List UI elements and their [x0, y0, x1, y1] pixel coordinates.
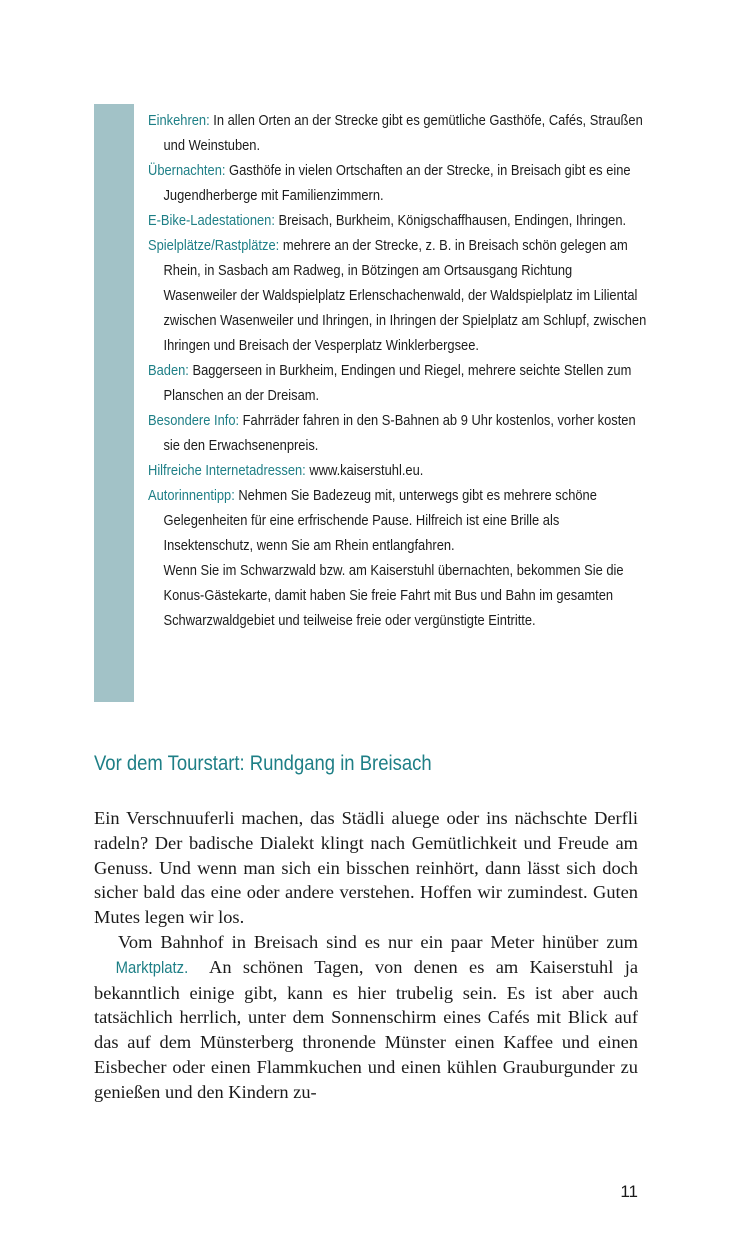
info-entry-autorinnentipp	[148, 483, 647, 633]
info-entry-uebernachten	[148, 158, 647, 208]
paragraph	[94, 930, 638, 1105]
info-entry-label: Baden:	[148, 362, 189, 379]
info-entry-spielplaetze	[148, 233, 647, 358]
info-entry-text: Breisach, Burkheim, Königschaffhausen, Endingen, Ihringen.	[278, 212, 627, 229]
info-entry-text: In allen Orten an der Strecke gibt es gemütliche Gasthöfe, Cafés, Straußen und Weinstuben.	[163, 112, 643, 154]
info-entry-text: Fahrräder fahren in den S-Bahnen ab 9 Uhr kostenlos, vorher kosten sie den Erwachsenenpreis.	[163, 412, 636, 454]
info-entry-link[interactable]: www.kaiserstuhl.eu.	[309, 462, 424, 479]
info-entry-label: Autorinnentipp:	[148, 487, 235, 504]
info-entry-internetadressen	[148, 458, 647, 483]
info-entry-label: Spielplätze/Rastplätze:	[148, 237, 280, 254]
info-entry-text: Nehmen Sie Badezeug mit, unterwegs gibt es mehrere schöne Gelegenheiten für eine erfrischende Pause. Hilfreich ist eine Brille als Insektenschutz, wenn Sie am Rhein entlangfahren.	[163, 487, 597, 554]
paragraph-text: Vom Bahnhof in Breisach sind es nur ein paar Meter hinüber zum	[118, 931, 638, 952]
info-entry-continuation: Wenn Sie im Schwarzwald bzw. am Kaiserstuhl übernachten, bekommen Sie die Konus-Gästekarte, damit haben Sie freie Fahrt mit Bus und Bahn im gesamten Schwarzwaldgebiet und teilweise freie oder vergünstigte Eintritte.	[163, 562, 624, 629]
info-box	[94, 104, 654, 702]
info-entry-einkehren	[148, 108, 647, 158]
section-title: Vor dem Tourstart: Rundgang in Breisach	[94, 752, 432, 775]
info-entry-label: Hilfreiche Internetadressen:	[148, 462, 306, 479]
info-entry-label: Einkehren:	[148, 112, 210, 129]
info-entry-text: Gasthöfe in vielen Ortschaften an der Strecke, in Breisach gibt es eine Jugendherberge mit Familienzimmern.	[163, 162, 631, 204]
place-term-marktplatz: Marktplatz.	[115, 958, 189, 977]
info-box-sidebar	[94, 104, 134, 702]
info-entry-label: E-Bike-Ladestationen:	[148, 212, 275, 229]
info-entry-text: mehrere an der Strecke, z. B. in Breisach schön gelegen am Rhein, in Sasbach am Radweg, in Bötzingen am Ortsausgang Richtung Wasenweiler der Waldspielplatz Erlenschachenwald, der Waldspielplatz im Liliental zwischen Wasenweiler und Ihringen, in Ihringen der Spielplatz am Schlupf, zwischen Ihringen und Breisach der Vesperplatz Winklerbergsee.	[163, 237, 647, 354]
info-entry-baden	[148, 358, 647, 408]
paragraph-text: An schönen Tagen, von denen es am Kaiserstuhl ja bekanntlich einige gibt, kann es hier trubelig sein. Es ist aber auch tatsächlich herrlich, unter dem Sonnenschirm eines Cafés mit Blick auf das auf dem Münsterberg thronende Münster einen Kaffee und einen Eisbecher oder einen Flammkuchen und einen kühlen Grauburgunder zu genießen und den Kindern zu-	[94, 956, 638, 1102]
info-entry-text: Baggerseen in Burkheim, Endingen und Riegel, mehrere seichte Stellen zum Planschen an der Dreisam.	[163, 362, 632, 404]
info-entry-label: Übernachten:	[148, 162, 226, 179]
paragraph: Ein Verschnuuferli machen, das Städli aluege oder ins nächschte Derfli radeln? Der badische Dialekt klingt nach Gemütlichkeit und Freude am Genuss. Und wenn man sich ein bisschen reinhört, dann lässt sich doch sicher bald das eine oder andere verstehen. Hoffen wir zumindest. Guten Mutes legen wir los.	[94, 808, 638, 928]
body-text	[94, 806, 638, 1105]
info-entry-besondere-info	[148, 408, 647, 458]
info-entry-ebike	[148, 208, 647, 233]
page-number: 11	[620, 1182, 638, 1201]
info-entry-label: Besondere Info:	[148, 412, 240, 429]
info-box-list	[148, 108, 647, 633]
